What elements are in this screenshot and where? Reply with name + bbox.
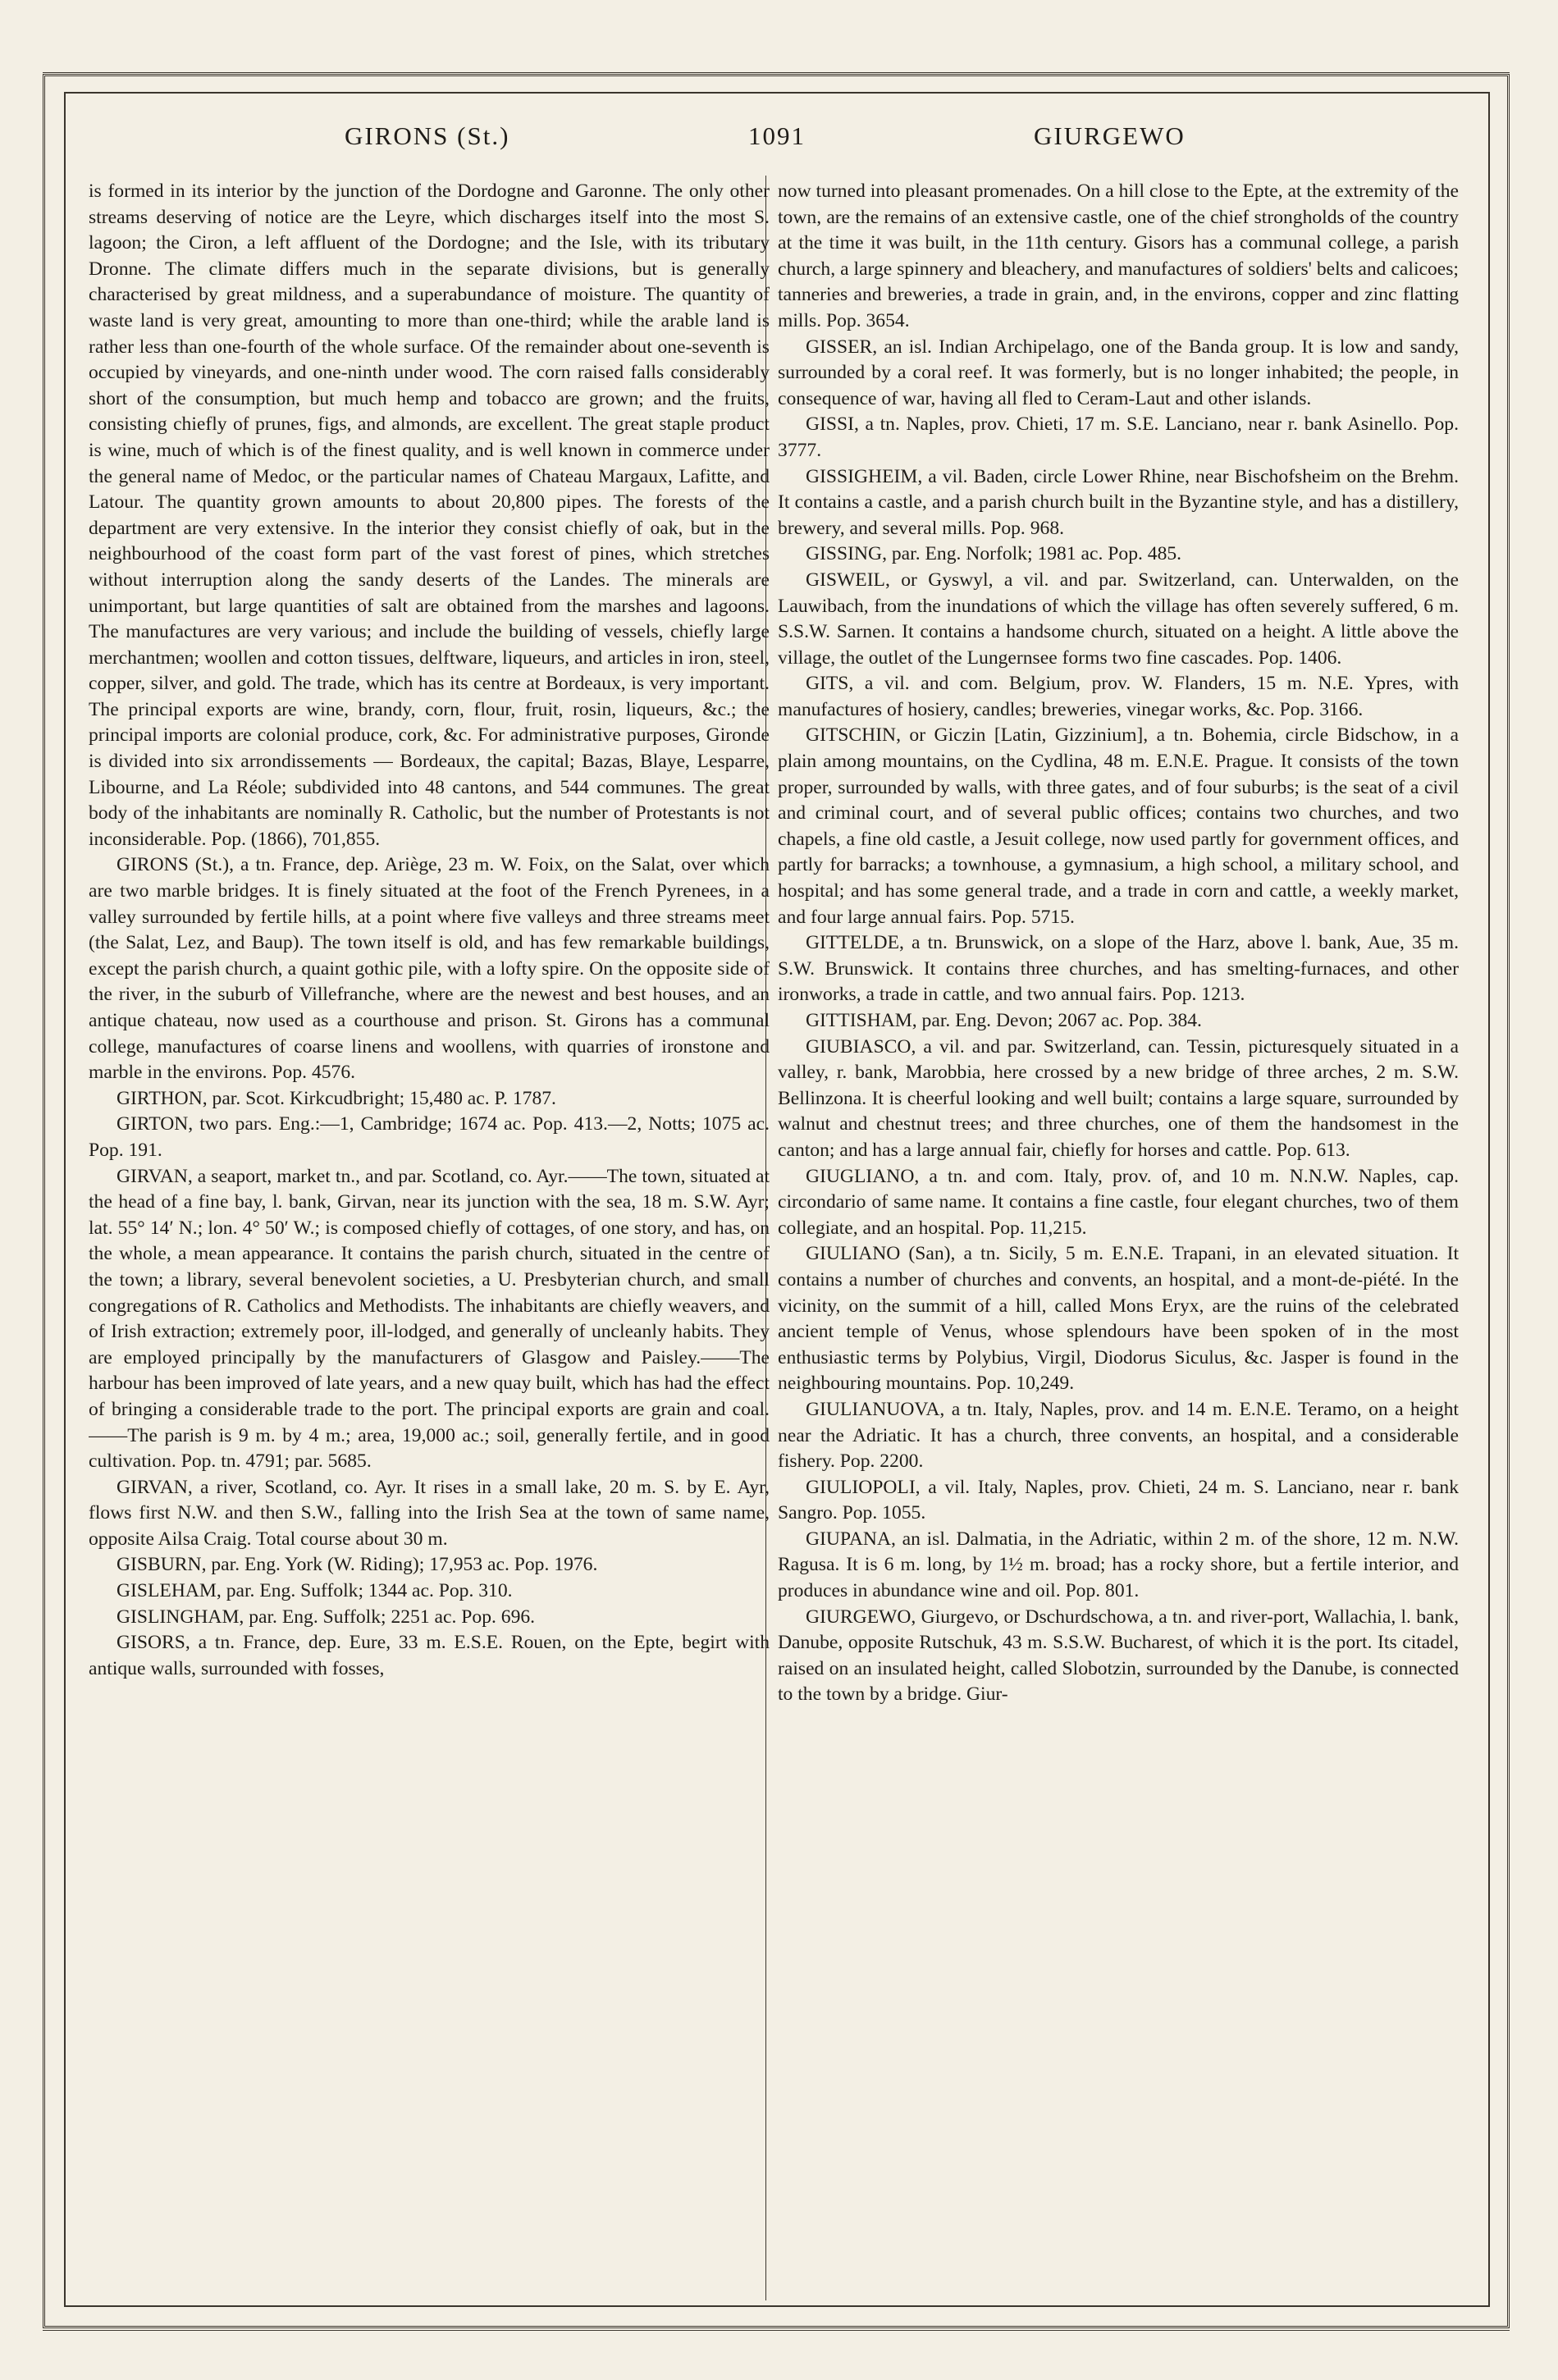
entry-paragraph: GITTELDE, a tn. Brunswick, on a slope of the Harz, above l. bank, Aue, 35 m. S.W. Brunswick. It contains three churches, and has smelting-furnaces, and other ironworks, a trade in cattle, and two annual fairs. Pop. 1213. bbox=[778, 932, 1459, 1006]
entry-paragraph: GISWEIL, or Gyswyl, a vil. and par. Switzerland, can. Unterwalden, on the Lauwibach, from the inundations of which the village has often severely suffered, 6 m. S.S.W. Sarnen. It contains a handsome church, situated on a height. A little above the village, the outlet of the Lungernsee forms two fine cascades. Pop. 1406. bbox=[778, 569, 1459, 669]
entry-paragraph: GIRONS (St.), a tn. France, dep. Ariège, 23 m. W. Foix, on the Salat, over which are two marble bridges. It is finely situated at the foot of the French Pyrenees, in a valley surrounded by fertile hills, at a point where five valleys and three streams meet (the Salat, Lez, and Baup). The town itself is old, and has few remarkable buildings, except the parish church, a quaint gothic pile, with a lofty spire. On the opposite side of the river, in the suburb of Villefranche, where are the newest and best houses, and an antique chateau, now used as a courthouse and prison. St. Girons has a communal college, manufactures of coarse linens and woollens, with quarries of ironstone and marble in the environs. Pop. 4576. bbox=[89, 854, 770, 1084]
running-head-right: GIURGEWO bbox=[1034, 121, 1186, 150]
entry-paragraph: GIULIANO (San), a tn. Sicily, 5 m. E.N.E. Trapani, in an elevated situation. It contains a number of churches and convents, an hospital, and a mont-de-piété. In the vicinity, on the summit of a hill, called Mons Eryx, are the ruins of the celebrated ancient temple of Venus, whose splendours have been spoken of in the most enthusiastic terms by Polybius, Virgil, Diodorus Siculus, &c. Jasper is found in the neighbouring mountains. Pop. 10,249. bbox=[778, 1243, 1459, 1395]
entry-paragraph: GIUBIASCO, a vil. and par. Switzerland, can. Tessin, picturesquely situated in a valley, r. bank, Marobbia, here crossed by a new bridge of three arches, 2 m. S.W. Bellinzona. It is cheerful looking and well built; contains a large square, surrounded by walnut and chestnut trees; and three churches, one of them the handsomest in the canton; and has a large annual fair, chiefly for horses and cattle. Pop. 613. bbox=[778, 1035, 1459, 1161]
bottom-rule bbox=[43, 2330, 1510, 2331]
entry-paragraph: is formed in its interior by the junction of the Dordogne and Garonne. The only other streams deserving of notice are the Leyre, which discharges itself into the most S. lagoon; the Ciron, a left affluent of the Dordogne; and the Isle, with its tributary Dronne. The climate differs much in the separate divisions, but is generally characterised by great mildness, and a superabundance of moisture. The quantity of waste land is very great, amounting to more than one-third; while the arable land is rather less than one-fourth of the whole surface. Of the remainder about one-seventh is occupied by vineyards, and one-ninth under wood. The corn raised falls considerably short of the consumption, but much hemp and tobacco are grown; and the fruits, consisting chiefly of prunes, figs, and almonds, are excellent. The great staple product is wine, much of which is of the finest quality, and is well known in commerce under the general name of Medoc, or the particular names of Chateau Margaux, Lafitte, and Latour. The quantity grown amounts to about 20,800 pipes. The forests of the department are very extensive. In the interior they consist chiefly of oak, but in the neighbourhood of the coast form part of the vast forest of pines, which stretches without interruption along the sandy deserts of the Landes. The minerals are unimportant, but large quantities of salt are obtained from the marshes and lagoons. The manufactures are very various; and include the building of vessels, chiefly large merchantmen; woollen and cotton tissues, delftware, liqueurs, and articles in iron, steel, copper, silver, and gold. The trade, which has its centre at Bordeaux, is very important. The principal exports are wine, brandy, corn, flour, fruit, rosin, liqueurs, &c.; the principal imports are colonial produce, cork, &c. For administrative purposes, Gironde is divided into six arrondissements — Bordeaux, the capital; Bazas, Blaye, Lesparre, Libourne, and La Réole; subdivided into 48 cantons, and 544 communes. The great body of the inhabitants are nominally R. Catholic, but the number of Protestants is not inconsiderable. Pop. (1866), 701,855. bbox=[89, 180, 770, 850]
page-header bbox=[66, 121, 1488, 158]
page-number: 1091 bbox=[748, 121, 806, 150]
entry-paragraph: GISLEHAM, par. Eng. Suffolk; 1344 ac. Pop. 310. bbox=[117, 1580, 513, 1602]
entry-paragraph: GISSIGHEIM, a vil. Baden, circle Lower Rhine, near Bischofsheim on the Brehm. It contains a castle, and a parish church built in the Byzantine style, and has a distillery, brewery, and several mills. Pop. 968. bbox=[778, 465, 1459, 539]
entry-paragraph: GISSI, a tn. Naples, prov. Chieti, 17 m. S.E. Lanciano, near r. bank Asinello. Pop. 3777. bbox=[778, 413, 1459, 461]
entry-paragraph: GISLINGHAM, par. Eng. Suffolk; 2251 ac. Pop. 696. bbox=[117, 1606, 536, 1628]
entry-paragraph: GIUGLIANO, a tn. and com. Italy, prov. of, and 10 m. N.N.W. Naples, cap. circondario of same name. It contains a fine castle, four elegant churches, two of them collegiate, and an hospital. Pop. 11,215. bbox=[778, 1165, 1459, 1239]
entry-paragraph: GISSER, an isl. Indian Archipelago, one of the Banda group. It is low and sandy, surrounded by a coral reef. It was formerly, but is no longer inhabited; the people, in consequence of war, having all fled to Ceram-Laut and other islands. bbox=[778, 336, 1459, 409]
entry-paragraph: GITTISHAM, par. Eng. Devon; 2067 ac. Pop. 384. bbox=[806, 1010, 1202, 1031]
entry-paragraph: now turned into pleasant promenades. On a hill close to the Epte, at the extremity of the town, are the remains of an extensive castle, one of the chief strongholds of the country at the time it was built, in the 11th century. Gisors has a communal college, a parish church, a large spinnery and bleachery, and manufactures of soldiers' belts and calicoes; tanneries and breweries, a trade in grain, and, in the environs, copper and zinc flatting mills. Pop. 3654. bbox=[778, 180, 1459, 331]
right-column bbox=[778, 179, 1459, 2295]
running-head-left: GIRONS (St.) bbox=[345, 121, 510, 150]
entry-paragraph: GITS, a vil. and com. Belgium, prov. W. Flanders, 15 m. N.E. Ypres, with manufactures of hosiery, candles; breweries, vinegar works, &c. Pop. 3166. bbox=[778, 673, 1459, 720]
entry-paragraph: GIRVAN, a seaport, market tn., and par. Scotland, co. Ayr.——The town, situated at the head of a fine bay, l. bank, Girvan, near its junction with the sea, 18 m. S.W. Ayr; lat. 55° 14′ N.; lon. 4° 50′ W.; is composed chiefly of cottages, of one story, and has, on the whole, a mean appearance. It contains the parish church, situated in the centre of the town; a library, several benevolent societies, a U. Presbyterian church, and small congregations of R. Catholics and Methodists. The inhabitants are chiefly weavers, and of Irish extraction; extremely poor, ill-lodged, and generally of uncleanly habits. They are employed principally by the manufacturers of Glasgow and Paisley.——The harbour has been improved of late years, and a new quay built, which has had the effect of bringing a considerable trade to the port. The principal exports are grain and coal.——The parish is 9 m. by 4 m.; area, 19,000 ac.; soil, generally fertile, and in good cultivation. Pop. tn. 4791; par. 5685. bbox=[89, 1165, 770, 1473]
entry-paragraph: GIURGEWO, Giurgevo, or Dschurdschowa, a tn. and river-port, Wallachia, l. bank, Danube, opposite Rutschuk, 43 m. S.S.W. Bucharest, of which it is the port. Its citadel, raised on an insulated height, called Slobotzin, surrounded by the Danube, is connected to the town by a bridge. Giur- bbox=[778, 1606, 1459, 1706]
entry-paragraph: GIRVAN, a river, Scotland, co. Ayr. It rises in a small lake, 20 m. S. by E. Ayr, flows first N.W. and then S.W., falling into the Irish Sea at the town of same name, opposite Ailsa Craig. Total course about 30 m. bbox=[89, 1476, 770, 1550]
entry-paragraph: GIULIANUOVA, a tn. Italy, Naples, prov. and 14 m. E.N.E. Teramo, on a height near the Adriatic. It has a church, three convents, an hospital, and a considerable fishery. Pop. 2200. bbox=[778, 1398, 1459, 1473]
top-rule bbox=[43, 72, 1510, 73]
entry-paragraph: GISBURN, par. Eng. York (W. Riding); 17,953 ac. Pop. 1976. bbox=[117, 1554, 598, 1576]
entry-paragraph: GITSCHIN, or Giczin [Latin, Gizzinium], a tn. Bohemia, circle Bidschow, in a plain among mountains, on the Cydlina, 48 m. E.N.E. Prague. It consists of the town proper, surrounded by walls, with three gates, and of four suburbs; is the seat of a civil and criminal court, and of several public offices; contains two churches, and two chapels, a fine old castle, a Jesuit college, now used partly for government offices, and partly for barracks; a townhouse, a gymnasium, a high school, a military school, and hospital; and has some general trade, and a trade in corn and cattle, a weekly market, and four large annual fairs. Pop. 5715. bbox=[778, 724, 1459, 928]
entry-paragraph: GIUPANA, an isl. Dalmatia, in the Adriatic, within 2 m. of the shore, 12 m. N.W. Ragusa. It is 6 m. long, by 1½ m. broad; has a rocky shore, but a fertile interior, and produces in abundance wine and oil. Pop. 801. bbox=[778, 1528, 1459, 1602]
entry-paragraph: GISSING, par. Eng. Norfolk; 1981 ac. Pop. 485. bbox=[806, 543, 1182, 565]
entry-paragraph: GISORS, a tn. France, dep. Eure, 33 m. E.S.E. Rouen, on the Epte, begirt with antique walls, surrounded with fosses, bbox=[89, 1632, 770, 1679]
left-column bbox=[89, 179, 770, 2295]
entry-paragraph: GIRTHON, par. Scot. Kirkcudbright; 15,480 ac. P. 1787. bbox=[117, 1087, 556, 1109]
entry-paragraph: GIULIOPOLI, a vil. Italy, Naples, prov. Chieti, 24 m. S. Lanciano, near r. bank Sangro. Pop. 1055. bbox=[778, 1476, 1459, 1524]
entry-paragraph: GIRTON, two pars. Eng.:—1, Cambridge; 1674 ac. Pop. 413.—2, Notts; 1075 ac. Pop. 191. bbox=[89, 1113, 770, 1161]
